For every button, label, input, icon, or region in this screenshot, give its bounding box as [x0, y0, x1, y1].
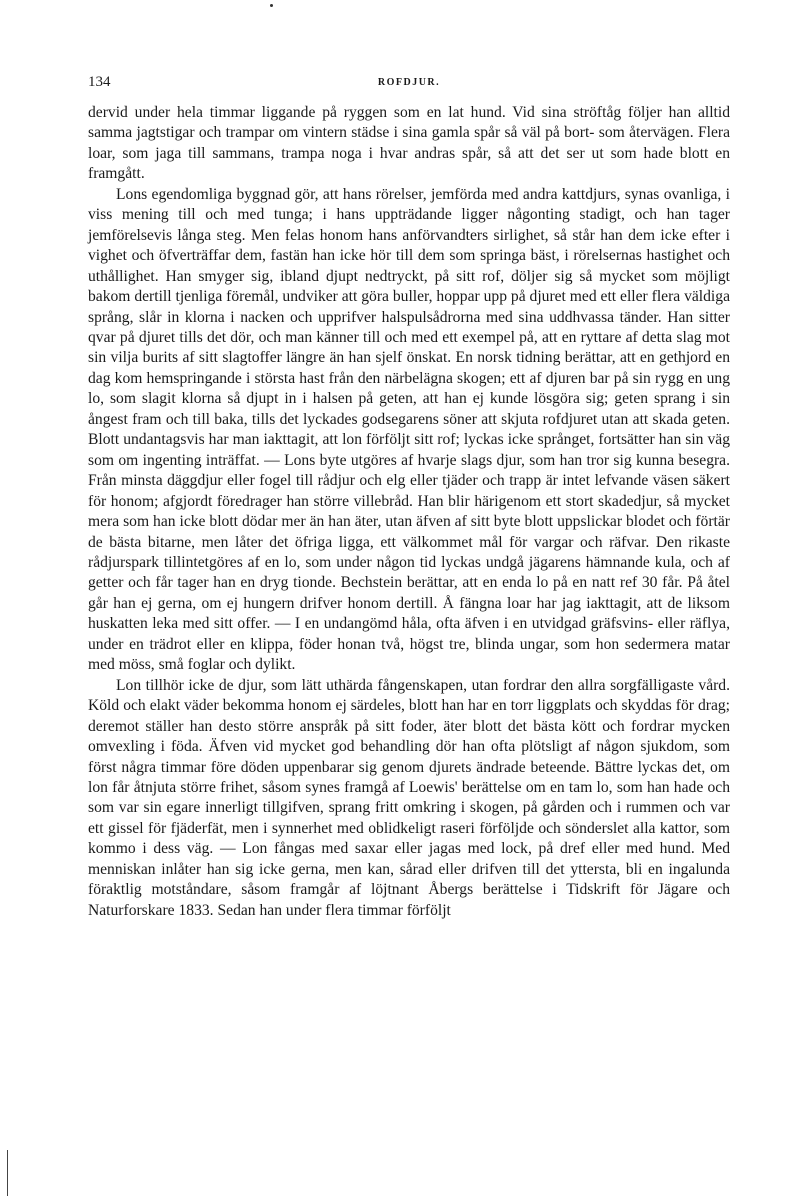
- running-head: ROFDJUR.: [377, 77, 441, 88]
- page-number: 134: [88, 74, 111, 90]
- paragraph-lynx-captivity: Lon tillhör icke de djur, som lätt uthärda fångenskapen, utan fordrar den allra sorgfälligaste vård. Köld och elakt väder bekomma honom ej särdeles, blott han har en torr liggplats och skyddas för drag; deremot ställer han desto större anspråk på sitt foder, äter blott det bästa kött och fordrar mycken omvexling i föda. Äfven vid mycket god behandling dör han ofta plötsligt af någon sjukdom, som först några timmar före döden uppenbarar sig genom djurets ändrade beteende. Bättre lyckas det, om lon får åtnjuta större frihet, såsom synes framgå af Loewis' berättelse om en tam lo, som han hade och som var sin egare innerligt tillgifven, sprang fritt omkring i skogen, på gården och i rummen och var ett gissel för fjäderfät, men i synnerhet med oblidkeligt raseri förföljde och sönderslet alla kattor, som kommo i dess väg. — Lon fångas med saxar eller jagas med lock, på dref eller med hund. Med menniskan inlåter han sig icke gerna, men kan, sårad eller drifven till det yttersta, bli en ingalunda föraktlig motståndare, såsom framgår af löjtnant Åbergs berättelse i Tidskrift för Jägare och Naturforskare 1833. Sedan han under flera timmar förföljt: [88, 676, 730, 919]
- paragraph-continuation: dervid under hela timmar liggande på ryggen som en lat hund. Vid sina ströftåg följer han alltid samma jagtstigar och trampar om vintern städse i sina gamla spår så väl på bort- som återvägen. Flera loar, som jaga till sammans, trampa noga i hvar andras spår, så att det ser ut som hade blott en framgått.: [88, 104, 730, 183]
- page-header: [88, 74, 730, 94]
- body-text: [88, 103, 730, 921]
- print-mark: [270, 4, 273, 7]
- paragraph-lynx-behaviour: Lons egendomliga byggnad gör, att hans rörelser, jemförda med andra kattdjurs, synas ovanliga, i viss mening till och med tunga; i hans uppträdande ligger någonting stadigt, och han tager jemförelsevis långa steg. Men felas honom hans anförvandters sirlighet, så står han dem icke efter i vighet och öfverträffar dem, fastän han icke hör till dem som springa bäst, i rörelsernas hastighet och uthållighet. Han smyger sig, ibland djupt nedtryckt, på sitt rof, döljer sig så mycket som möjligt bakom dertill tjenliga föremål, undviker att göra buller, hoppar upp på djuret med ett eller flera väldiga språng, slår in klorna i nacken och upprifver halspulsådrorna med sina uddhvassa tänder. Han sitter qvar på djuret tills det dör, och man känner till och med ett exempel på, att en ryttare af detta slag mot sin vilja burits af sitt slagtoffer längre än han sjelf önskat. En norsk tidning berättar, att en gethjord en dag kom hemspringande i största hast från den närbelägna skogen; ett af djuren bar på sin rygg en ung lo, som slagit klorna så djupt in i halsen på geten, att han ej kunde lösgöra sig; geten sprang i sin ångest fram och till baka, tills det lyckades godsegarens söner att skjuta rofdjuret utan att skada geten. Blott undantagsvis har man iakttagit, att lon förföljt sitt rof; lyckas icke språnget, fortsätter han sin väg som om ingenting inträffat. — Lons byte utgöres af hvarje slags djur, som han tror sig kunna besegra. Från minsta däggdjur eller fogel till rådjur och elg eller tjäder och trapp är intet lefvande väsen säkert för honom; afgjordt föredrager han större villebråd. Han blir härigenom ett stort skadedjur, så mycket mera som han icke blott dödar mer än han äter, utan äfven af sitt byte blott uppslickar blodet och förtär de bästa bitarne, men låter det öfriga ligga, ett välkommet mål för vargar och räfvar. Den rikaste rådjurspark tillintetgöres af en lo, som under någon tid lyckas undgå jägarens hämnande kula, och af getter och får tager han en dryg tionde. Bechstein berättar, att en enda lo på en natt ref 30 får. På åtel går han ej gerna, om ej hungern drifver honom dertill. Å fängna loar har jag iakttagit, att de liksom huskatten leka med sitt offer. — I en undangömd håla, ofta äfven i en utvidgad gräfsvins- eller räflya, under en trädrot eller en klippa, föder honan två, högst tre, blinda ungar, som hon sedermera matar med möss, små foglar och dylikt.: [88, 185, 730, 674]
- margin-rule: [7, 1150, 8, 1196]
